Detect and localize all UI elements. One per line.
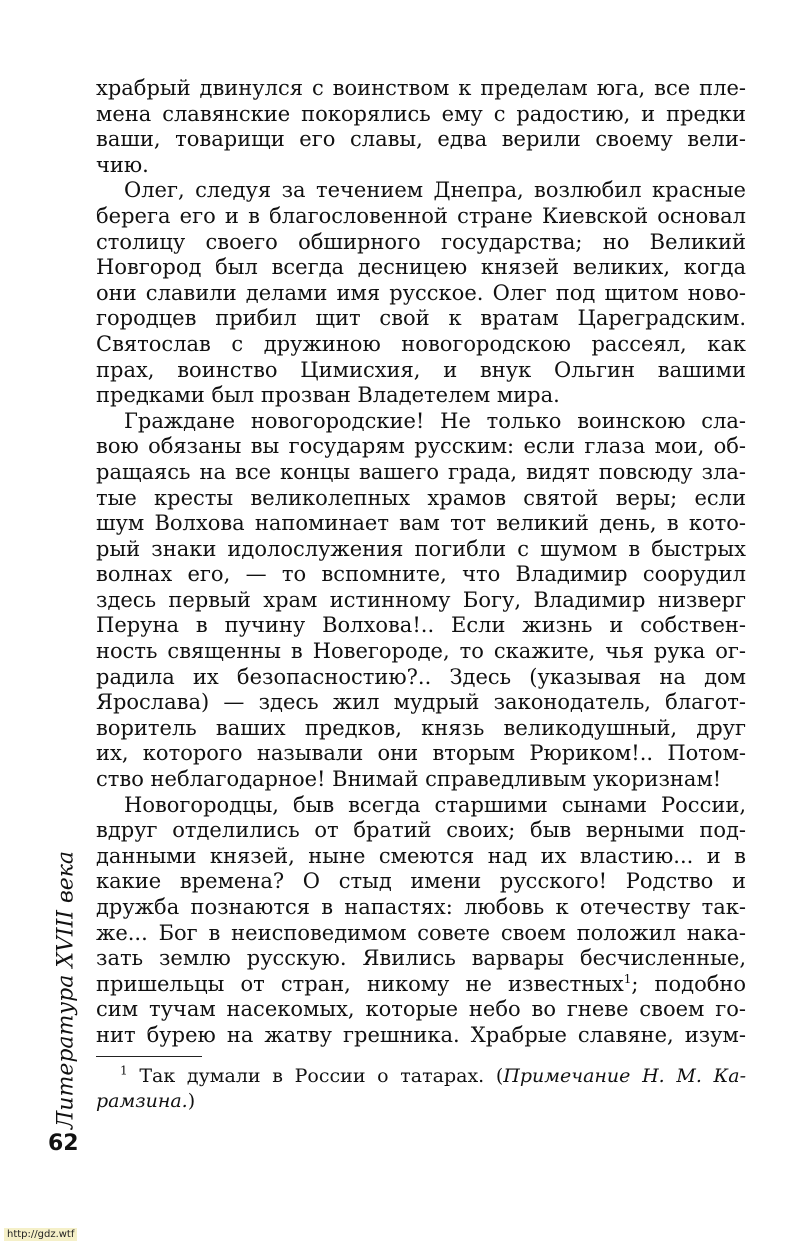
text-line: столицу своего обширного государства; но Великий [96, 229, 746, 254]
text-line: мена славянские покорялись ему с радостию, и предки [96, 101, 746, 126]
text-line: Ярослава) — здесь жил мудрый законодатель, благот- [96, 690, 746, 715]
text-line: ность священны в Новегороде, то скажите, чья рука ог- [96, 639, 746, 664]
footnote-marker: 1 [120, 1063, 128, 1078]
running-head-text: Литература XVIII века [53, 850, 79, 1130]
footnote-divider [96, 1056, 202, 1057]
text-line: ство неблагодарное! Внимай справедливым укоризнам! [96, 767, 722, 792]
text-line: их, которого называли они вторым Рюриком!.. Потом- [96, 741, 746, 766]
text-line: Святослав с дружиною новогородскою рассеял, как [96, 331, 746, 356]
text-line: предками был прозван Владетелем мира. [96, 383, 560, 408]
text-line: Новгород был всегда десницею князей великих, когда [96, 255, 746, 280]
text-line: чию. [96, 152, 149, 177]
text-line: воритель ваших предков, князь великодушный, друг [96, 715, 746, 740]
footnote-reference: 1 [623, 971, 632, 986]
paragraph-start-line: Граждане новогородские! Не только воинскою сла- [124, 408, 746, 433]
text-fragment: ; подобно [631, 971, 747, 996]
text-line: храбрый двинулся с воинством к пределам юга, все пле- [96, 76, 746, 100]
text-line: городцев прибил щит свой к вратам Цареградским. [96, 306, 746, 331]
text-line: тые кресты великолепных храмов святой веры; если [96, 485, 746, 510]
footnote-line [96, 1064, 746, 1089]
text-line: вою обязаны вы государям русским: если глаза мои, об- [96, 434, 746, 459]
footnote [96, 1064, 746, 1114]
text-line: ращаясь на все концы вашего града, видят повсюду зла- [96, 459, 746, 484]
text-line: какие времена? О стыд имени русского! Родство и [96, 869, 746, 894]
paragraph-start-line: Олег, следуя за течением Днепра, возлюбил красные [124, 178, 746, 203]
text-line: здесь первый храм истинному Богу, Владимир низверг [96, 587, 746, 612]
text-line: дружба познаются в напастях: любовь к отечеству так- [96, 895, 746, 919]
page-number: 62 [48, 1131, 79, 1156]
text-line: нит бурею на жатву грешника. Храбрые славяне, изум- [96, 1022, 746, 1047]
text-line: вдруг отделились от братий своих; быв верными под- [96, 818, 746, 843]
footnote-attribution: рамзина. [96, 1090, 188, 1112]
text-line: берега его и в благословенной стране Киевской основал [96, 203, 746, 228]
footnote-text: Так думали в России о татарах. ( [139, 1065, 504, 1087]
text-line: шум Волхова напоминает вам тот великий день, в кото- [96, 511, 746, 536]
footnote-line [96, 1089, 746, 1114]
text-line: они славили делами имя русское. Олег под щитом ново- [96, 280, 746, 305]
footnote-text: ) [187, 1090, 196, 1112]
text-line-with-footnote-ref [96, 972, 746, 998]
running-head [40, 840, 92, 1140]
text-line: данными князей, ныне смеются над их властию... и в [96, 843, 746, 868]
footnote-attribution: Примечание Н. М. Ка- [503, 1065, 746, 1087]
text-line: Перуна в пучину Волхова!.. Если жизнь и собствен- [96, 613, 746, 638]
text-line: зать землю русскую. Явились варвары бесчисленные, [96, 946, 746, 971]
watermark-link[interactable]: http://gdz.wtf [4, 1228, 77, 1241]
text-line: радила их безопасностию?.. Здесь (указывая на дом [96, 664, 746, 689]
text-line: же... Бог в неисповедимом совете своем положил нака- [96, 920, 746, 945]
text-line: рый знаки идолослужения погибли с шумом в быстрых [96, 536, 746, 561]
text-fragment: пришельцы от стран, никому не известных [96, 971, 624, 996]
text-line: ваши, товарищи его славы, едва верили своему вели- [96, 127, 746, 152]
paragraph-start-line: Новогородцы, быв всегда старшими сынами России, [124, 792, 746, 817]
text-line: прах, воинство Цимисхия, и внук Ольгин вашими [96, 357, 746, 382]
text-line: волнах его, — то вспомните, что Владимир соорудил [96, 562, 746, 587]
main-text [96, 76, 746, 1049]
text-line: сим тучам насекомых, которые небо во гневе своем го- [96, 997, 746, 1022]
